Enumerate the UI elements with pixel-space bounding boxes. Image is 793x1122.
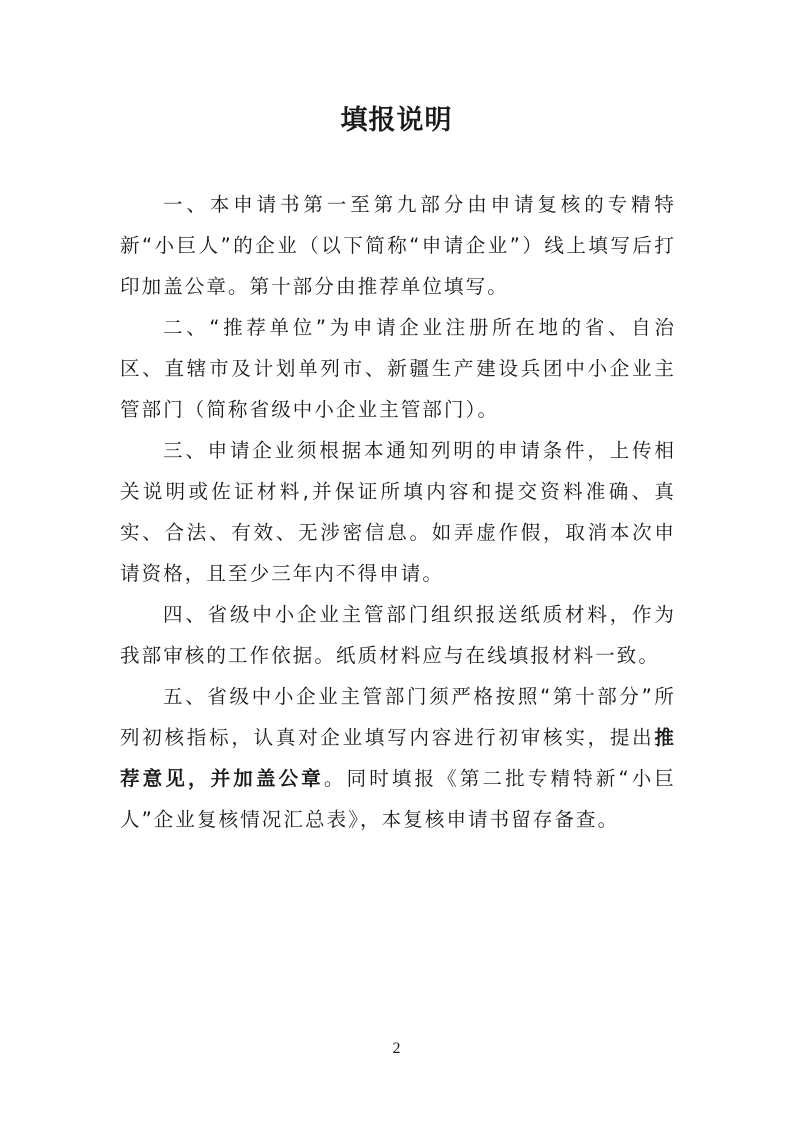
paragraph-5-text-end: 。同时填报《第二批专精特新“小巨人”企业复核情况汇总表》，本复核申请书留存备查。: [120, 767, 676, 831]
instruction-paragraph-5: [120, 676, 676, 840]
instruction-paragraph-2: 二、“推荐单位”为申请企业注册所在地的省、自治区、直辖市及计划单列市、新疆生产建设兵团中小企业主管部门（简称省级中小企业主管部门）。: [120, 316, 676, 421]
instruction-paragraph-3: 三、申请企业须根据本通知列明的申请条件，上传相关说明或佐证材料,并保证所填内容和提交资料准确、真实、合法、有效、无涉密信息。如弄虚作假，取消本次申请资格，且至少三年内不得申请。: [120, 439, 676, 585]
paragraph-5-text-start: 五、省级中小企业主管部门须严格按照“第十部分”所列初核指标，认真对企业填写内容进行初审核实，提出: [120, 685, 676, 749]
instruction-paragraph-4: 四、省级中小企业主管部门组织报送纸质材料，作为我部审核的工作依据。纸质材料应与在线填报材料一致。: [120, 603, 676, 667]
instruction-paragraph-1: 一、本申请书第一至第九部分由申请复核的专精特新“小巨人”的企业（以下简称“申请企业”）线上填写后打印加盖公章。第十部分由推荐单位填写。: [120, 193, 676, 298]
document-title: 填报说明: [340, 105, 453, 136]
page-number: 2: [392, 1040, 401, 1057]
instructions-body: [120, 184, 676, 840]
paragraph-5-bold-emphasis: 推荐意见，并加盖公章: [120, 726, 676, 790]
